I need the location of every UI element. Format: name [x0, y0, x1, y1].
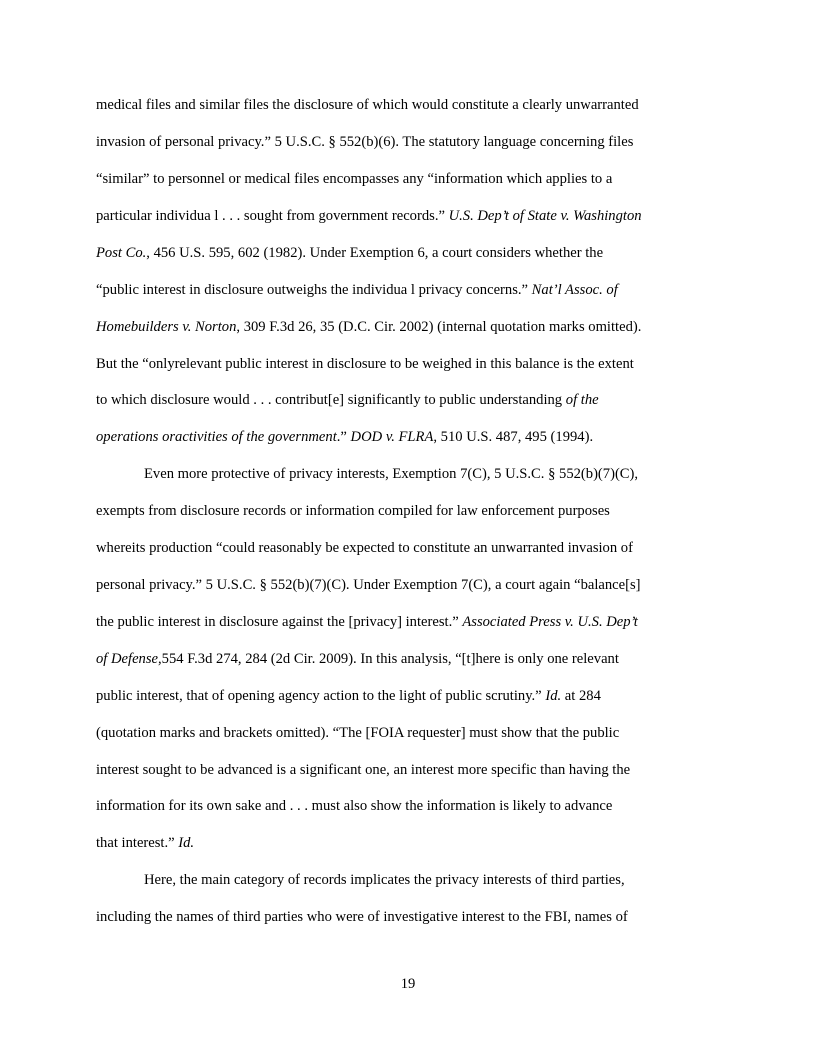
text-run: Here, the main category of records implicates the privacy interests of third parties, — [144, 872, 625, 888]
text-run: Even more protective of privacy interests, Exemption 7(C), 5 U.S.C. § 552(b)(7)(C), — [144, 466, 639, 482]
text-run: that interest.” — [96, 835, 179, 851]
text-run: (quotation marks and brackets omitted). “The [FOIA requester] must show that the public — [96, 725, 620, 741]
text-run: “public interest in disclosure outweighs the individua l privacy concerns.” — [96, 282, 532, 298]
text-run: , 456 U.S. 595, 602 (1982). Under Exemption 6, a court considers whether the — [146, 245, 604, 261]
text-run: invasion of personal privacy.” 5 U.S.C. § 552(b)(6). The statutory language concerning files — [96, 134, 634, 150]
italic-citation: of the — [565, 392, 599, 408]
text-run: “similar” to personnel or medical files encompasses any “information which applies to a — [96, 171, 613, 187]
text-run: But the “onlyrelevant public interest in disclosure to be weighed in this balance is the extent — [96, 356, 634, 372]
text-run: interest sought to be advanced is a significant one, an interest more specific than having the — [96, 762, 631, 778]
text-run: particular individua l . . . sought from government records.” — [96, 208, 449, 224]
text-run: .” — [336, 429, 351, 445]
text-line — [96, 761, 630, 779]
text-line — [96, 281, 618, 299]
text-run: the public interest in disclosure against the [privacy] interest.” — [96, 614, 463, 630]
italic-citation: Associated Press v. U.S. Dep’t — [462, 614, 638, 630]
text-line — [96, 724, 619, 742]
italic-citation: Homebuilders v. Norton — [96, 319, 237, 335]
text-line — [96, 207, 642, 225]
text-line — [96, 797, 612, 815]
text-line — [96, 687, 601, 705]
page-number: 19 — [400, 976, 416, 992]
text-run: , 309 F.3d 26, 35 (D.C. Cir. 2002) (internal quotation marks omitted). — [236, 319, 642, 335]
text-line — [96, 650, 619, 668]
text-line — [96, 428, 593, 446]
italic-citation: Post Co. — [96, 245, 147, 261]
text-line — [96, 170, 612, 188]
italic-citation: operations oractivities of the government — [96, 429, 337, 445]
text-line — [96, 133, 633, 151]
text-line — [96, 244, 603, 262]
text-line — [96, 502, 610, 520]
text-line — [96, 908, 628, 926]
text-line — [96, 576, 641, 594]
italic-citation: Nat’l Assoc. of — [531, 282, 618, 298]
text-run: whereits production “could reasonably be expected to constitute an unwarranted invasion of — [96, 540, 633, 556]
text-run: to which disclosure would . . . contribut[e] significantly to public understanding — [96, 392, 566, 408]
text-line — [96, 834, 194, 852]
text-line — [96, 539, 633, 557]
italic-citation: Id. — [178, 835, 195, 851]
italic-citation: DOD v. FLRA — [350, 429, 434, 445]
text-run: medical files and similar files the disclosure of which would constitute a clearly unwarranted — [96, 97, 639, 113]
text-run: information for its own sake and . . . must also show the information is likely to advance — [96, 798, 613, 814]
italic-citation: of Defense — [96, 651, 159, 667]
text-run: , 510 U.S. 487, 495 (1994). — [433, 429, 594, 445]
text-run: public interest, that of opening agency action to the light of public scrutiny.” — [96, 688, 546, 704]
text-run: ,554 F.3d 274, 284 (2d Cir. 2009). In this analysis, “[t]here is only one relevant — [158, 651, 619, 667]
text-run: personal privacy.” 5 U.S.C. § 552(b)(7)(C). Under Exemption 7(C), a court again “balance[s] — [96, 577, 641, 593]
text-line — [144, 465, 638, 483]
text-line — [96, 391, 599, 409]
text-line — [96, 318, 641, 336]
text-line — [96, 96, 639, 114]
text-run: exempts from disclosure records or information compiled for law enforcement purposes — [96, 503, 610, 519]
text-run: at 284 — [561, 688, 601, 704]
text-run: including the names of third parties who were of investigative interest to the FBI, names of — [96, 909, 628, 925]
text-line — [96, 355, 634, 373]
italic-citation: Id. — [545, 688, 562, 704]
text-line — [96, 613, 638, 631]
italic-citation: U.S. Dep’t of State v. Washington — [448, 208, 642, 224]
text-line — [144, 871, 625, 889]
